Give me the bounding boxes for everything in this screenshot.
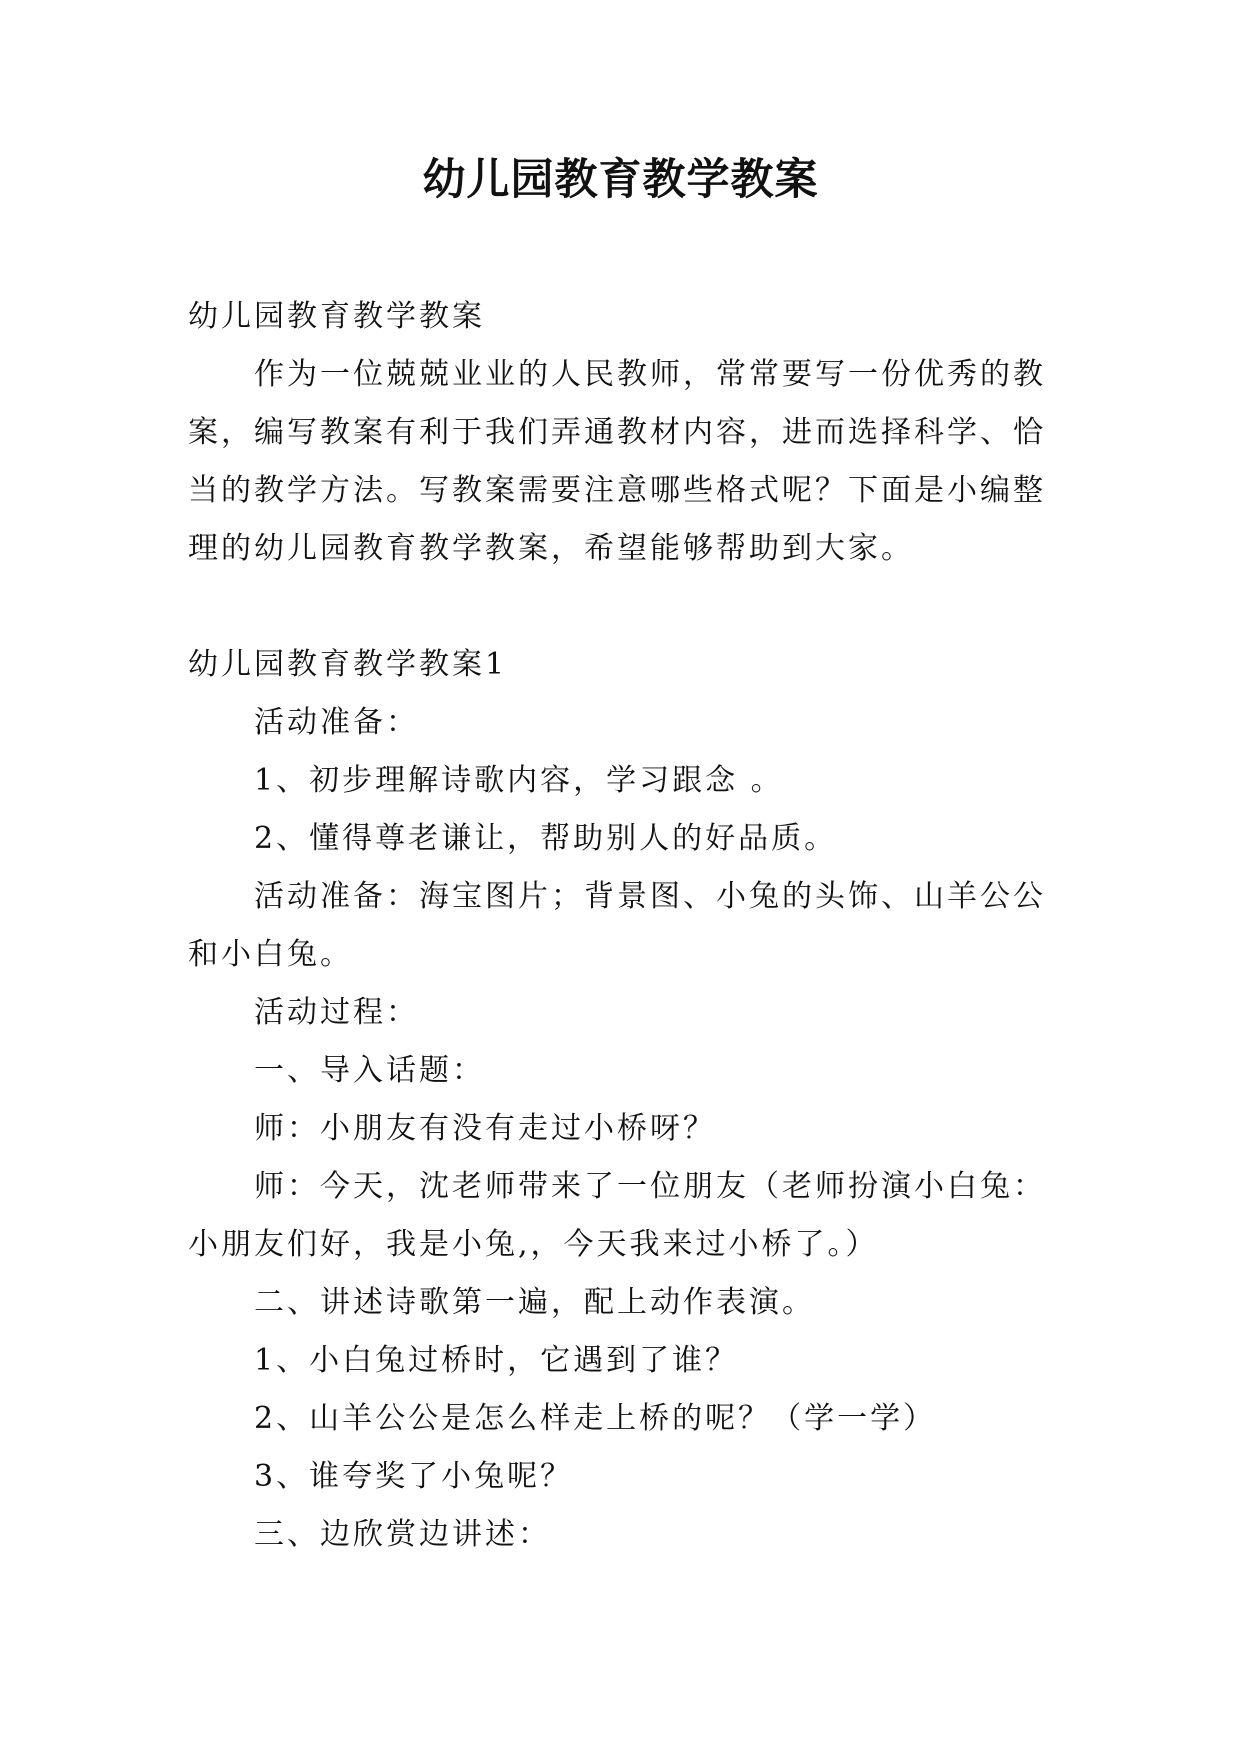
paragraph-line: 一、导入话题： — [254, 1053, 485, 1088]
paragraph-line: 1、初步理解诗歌内容，学习跟念 。 — [254, 763, 784, 798]
section-heading: 幼儿园教育教学教案1 — [188, 647, 508, 682]
paragraph-line: 活动准备：海宝图片；背景图、小兔的头饰、山羊公公和小白兔。 — [188, 879, 1046, 972]
intro-paragraph: 作为一位兢兢业业的人民教师，常常要写一份优秀的教案，编写教案有利于我们弄通教材内容，进而选择科学、恰当的教学方法。写教案需要注意哪些格式呢？下面是小编整理的幼儿园教育教学教案，希望能够帮助到大家。 — [188, 357, 1046, 566]
paragraph-line: 师：今天，沈老师带来了一位朋友（老师扮演小白兔：小朋友们好，我是小兔,，今天我来过小桥了。） — [188, 1169, 1046, 1262]
document-body — [188, 288, 1054, 1564]
intro-heading: 幼儿园教育教学教案 — [188, 299, 485, 334]
paragraph-line: 2、懂得尊老谦让，帮助别人的好品质。 — [254, 821, 838, 856]
paragraph-line: 师：小朋友有没有走过小桥呀？ — [254, 1111, 716, 1146]
paragraph-line: 1、小白兔过桥时，它遇到了谁？ — [254, 1343, 739, 1378]
paragraph-line: 二、讲述诗歌第一遍，配上动作表演。 — [254, 1285, 815, 1320]
paragraph-line: 活动过程： — [254, 995, 419, 1030]
paragraph-line: 3、谁夸奖了小兔呢？ — [254, 1459, 574, 1494]
document-title: 幼儿园教育教学教案 — [422, 155, 819, 205]
paragraph-line: 活动准备： — [254, 705, 419, 740]
paragraph-line: 2、山羊公公是怎么样走上桥的呢？（学一学） — [254, 1401, 937, 1436]
paragraph-line: 三、边欣赏边讲述： — [254, 1517, 551, 1552]
